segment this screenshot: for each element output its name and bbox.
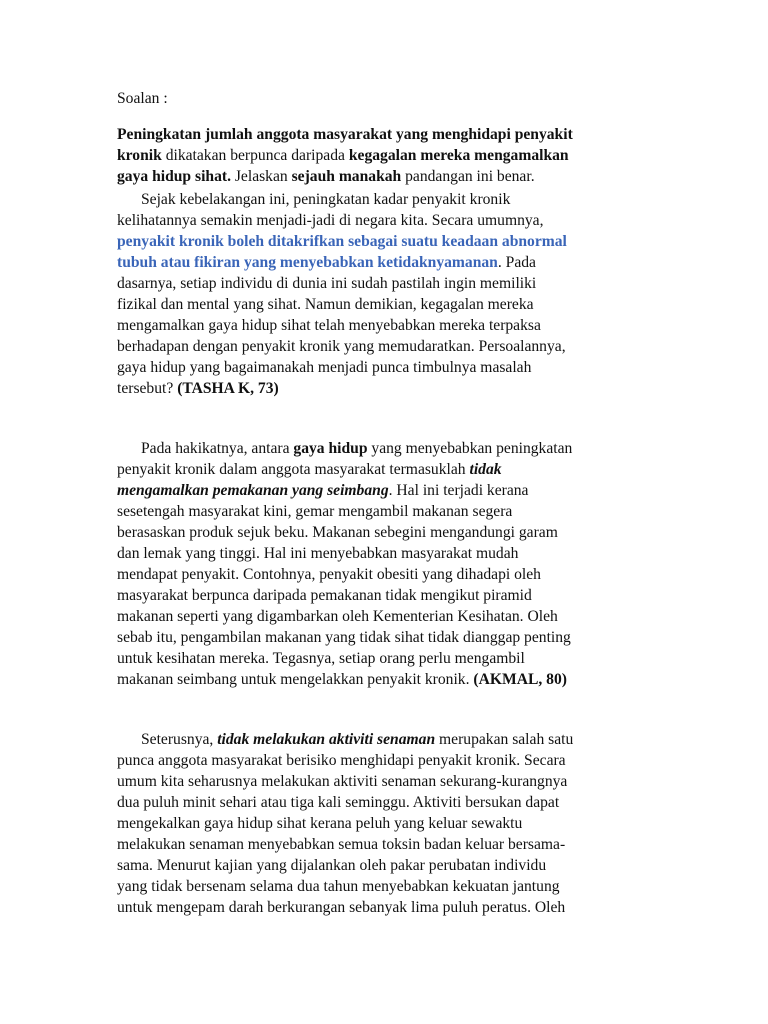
paragraph-line: berasaskan produk sejuk beku. Makanan sebegini mengandungi garam [117, 524, 558, 541]
keyword: gaya hidup [293, 440, 368, 457]
question-bold-text: gaya hidup sihat. [117, 168, 231, 185]
paragraph-line: mengekalkan gaya hidup sihat kerana peluh yang keluar sewaktu [117, 815, 523, 832]
question-bold-text: kegagalan mereka mengamalkan [348, 147, 569, 164]
paragraph-line: punca anggota masyarakat berisiko menghidapi penyakit kronik. Secara [117, 752, 566, 769]
paragraph-line: sama. Menurut kajian yang dijalankan oleh pakar perubatan individu [117, 857, 547, 874]
paragraph-point-two [117, 729, 645, 918]
paragraph-line: untuk mengepam darah berkurangan sebanyak lima puluh peratus. Oleh [117, 899, 566, 916]
paragraph-line: untuk kesihatan mereka. Tegasnya, setiap orang perlu mengambil [117, 650, 525, 667]
paragraph-line: makanan seperti yang digambarkan oleh Kementerian Kesihatan. Oleh [117, 608, 558, 625]
paragraph-line: sebab itu, pengambilan makanan yang tidak sihat tidak dianggap penting [117, 629, 571, 646]
paragraph-text: Pada hakikatnya, antara [141, 440, 294, 457]
paragraph-line: mengamalkan gaya hidup sihat telah menyebabkan mereka terpaksa [117, 317, 541, 334]
paragraph-line: berhadapan dengan penyakit kronik yang memudaratkan. Persoalannya, [117, 338, 566, 355]
paragraph-line: masyarakat berpunca daripada pemakanan tidak mengikut piramid [117, 587, 532, 604]
paragraph-line: kelihatannya semakin menjadi-jadi di negara kita. Secara umumnya, [117, 212, 544, 229]
definition-highlight: penyakit kronik boleh ditakrifkan sebagai suatu keadaan abnormal [117, 233, 567, 250]
paragraph-line: dasarnya, setiap individu di dunia ini sudah pastilah ingin memiliki [117, 275, 537, 292]
paragraph-point-one [117, 438, 645, 690]
question-block [117, 124, 645, 187]
paragraph-line: dua puluh minit sehari atau tiga kali seminggu. Aktiviti bersukan dapat [117, 794, 560, 811]
question-text: pandangan ini benar. [401, 168, 535, 185]
question-text: dikatakan berpunca daripada [161, 147, 349, 164]
paragraph-text: . Hal ini terjadi kerana [388, 482, 529, 499]
paragraph-line: sesetengah masyarakat kini, gemar mengambil makanan segera [117, 503, 513, 520]
paragraph-introduction [117, 189, 645, 399]
main-point: mengamalkan pemakanan yang seimbang [117, 482, 389, 499]
definition-highlight: tubuh atau fikiran yang menyebabkan ketidaknyamanan [117, 254, 498, 271]
paragraph-line: melakukan senaman menyebabkan semua toksin badan keluar bersama- [117, 836, 566, 853]
paragraph-text: makanan seimbang untuk mengelakkan penyakit kronik. [117, 671, 474, 688]
paragraph-text: . Pada [497, 254, 536, 271]
paragraph-line: dan lemak yang tinggi. Hal ini menyebabkan masyarakat mudah [117, 545, 519, 562]
document-page [117, 88, 645, 918]
question-bold-text: Peningkatan jumlah anggota masyarakat yang menghidapi penyakit [117, 126, 573, 143]
paragraph-text: merupakan salah satu [435, 731, 574, 748]
paragraph-text: tersebut? [117, 380, 178, 397]
paragraph-line: umum kita seharusnya melakukan aktiviti senaman sekurang-kurangnya [117, 773, 568, 790]
citation: (TASHA K, 73) [177, 380, 279, 397]
question-bold-text: kronik [117, 147, 162, 164]
paragraph-line: yang tidak bersenam selama dua tahun menyebabkan kekuatan jantung [117, 878, 560, 895]
main-point: tidak [469, 461, 502, 478]
main-point: tidak melakukan aktiviti senaman [217, 731, 436, 748]
question-text: Jelaskan [230, 168, 292, 185]
paragraph-text: yang menyebabkan peningkatan [367, 440, 573, 457]
citation: (AKMAL, 80) [473, 671, 567, 688]
paragraph-line: gaya hidup yang bagaimanakah menjadi punca timbulnya masalah [117, 359, 532, 376]
paragraph-text: Seterusnya, [141, 731, 218, 748]
paragraph-text: penyakit kronik dalam anggota masyarakat termasuklah [117, 461, 470, 478]
question-bold-text: sejauh manakah [291, 168, 402, 185]
question-heading: Soalan : [117, 90, 168, 107]
paragraph-line: Sejak kebelakangan ini, peningkatan kadar penyakit kronik [141, 191, 511, 208]
paragraph-line: fizikal dan mental yang sihat. Namun demikian, kegagalan mereka [117, 296, 534, 313]
paragraph-line: mendapat penyakit. Contohnya, penyakit obesiti yang dihadapi oleh [117, 566, 541, 583]
